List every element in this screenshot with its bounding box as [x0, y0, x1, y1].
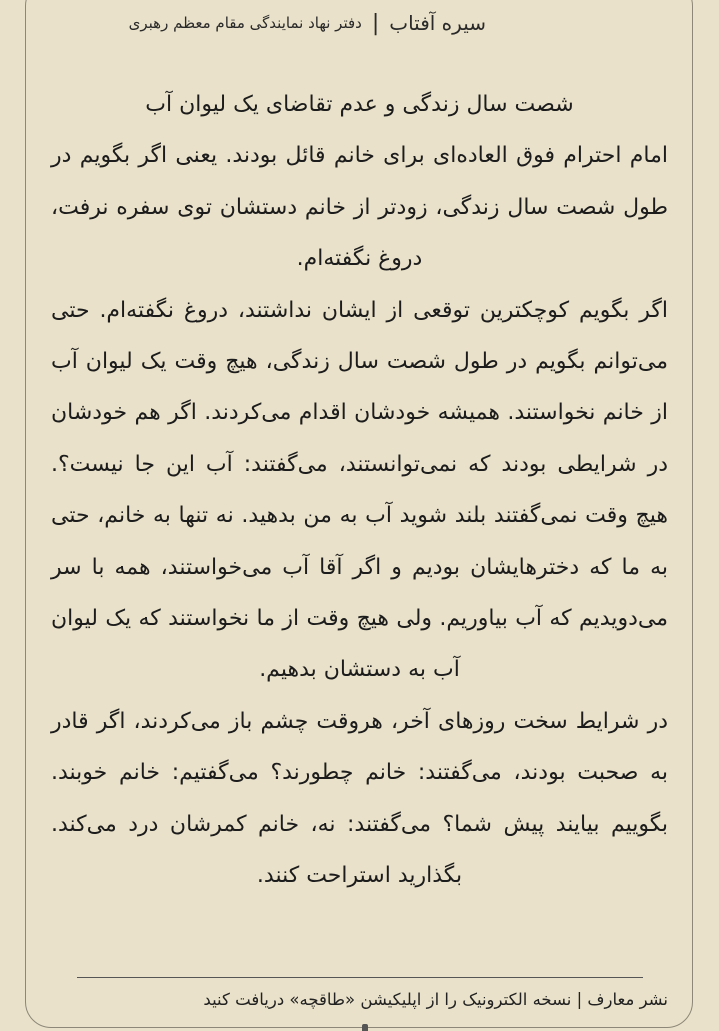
- running-header: [129, 8, 486, 38]
- header-separator: |: [371, 10, 380, 36]
- book-title: سیره آفتاب: [389, 11, 486, 35]
- cut-off-glyph: [338, 1024, 368, 1031]
- paragraph-2: اگر بگویم کوچکترین توقعی از ایشان نداشتند، دروغ نگفته‌ام. حتی می‌توانم بگویم در طول شصت سال زندگی، هیچ وقت یک لیوان آب از خانم نخواستند. همیشه خودشان اقدام می‌کردند. اگر هم خودشان در شرایطی بودند که نمی‌توانستند، می‌گفتند: آب این جا نیست؟. هیچ وقت نمی‌گفتند بلند شوید آب به من بدهید. نه تنها به خانم، حتی به ما که دخترهایشان بودیم و اگر آقا آب می‌خواستند، همه با سر می‌دویدیم که آب بیاوریم. ولی هیچ وقت از ما نخواستند که یک لیوان آب به دستشان بدهیم.: [51, 297, 668, 683]
- publisher-name: دفتر نهاد نمایندگی مقام معظم رهبری: [128, 14, 362, 32]
- paragraph-3: در شرایط سخت روزهای آخر، هروقت چشم باز می‌کردند، اگر قادر به صحبت بودند، می‌گفتند: خانم چطورند؟ می‌گفتیم: خانم خوبند. بگوییم بیایند پیش شما؟ می‌گفتند: نه، خانم کمرشان درد می‌کند. بگذارید استراحت کنند.: [51, 708, 668, 889]
- footer-divider: [77, 977, 643, 978]
- chapter-body: [51, 79, 668, 902]
- footer-credit: نشر معارف | نسخه الکترونیک را از اپلیکیشن «طاقچه» دریافت کنید: [203, 990, 668, 1009]
- paragraph-1: امام احترام فوق العاده‌ای برای خانم قائل بودند. یعنی اگر بگویم در طول شصت سال زندگی، زودتر از خانم دستشان توی سفره نرفت، دروغ نگفته‌ام.: [51, 143, 668, 272]
- section-title: شصت سال زندگی و عدم تقاضای یک لیوان آب: [145, 92, 574, 117]
